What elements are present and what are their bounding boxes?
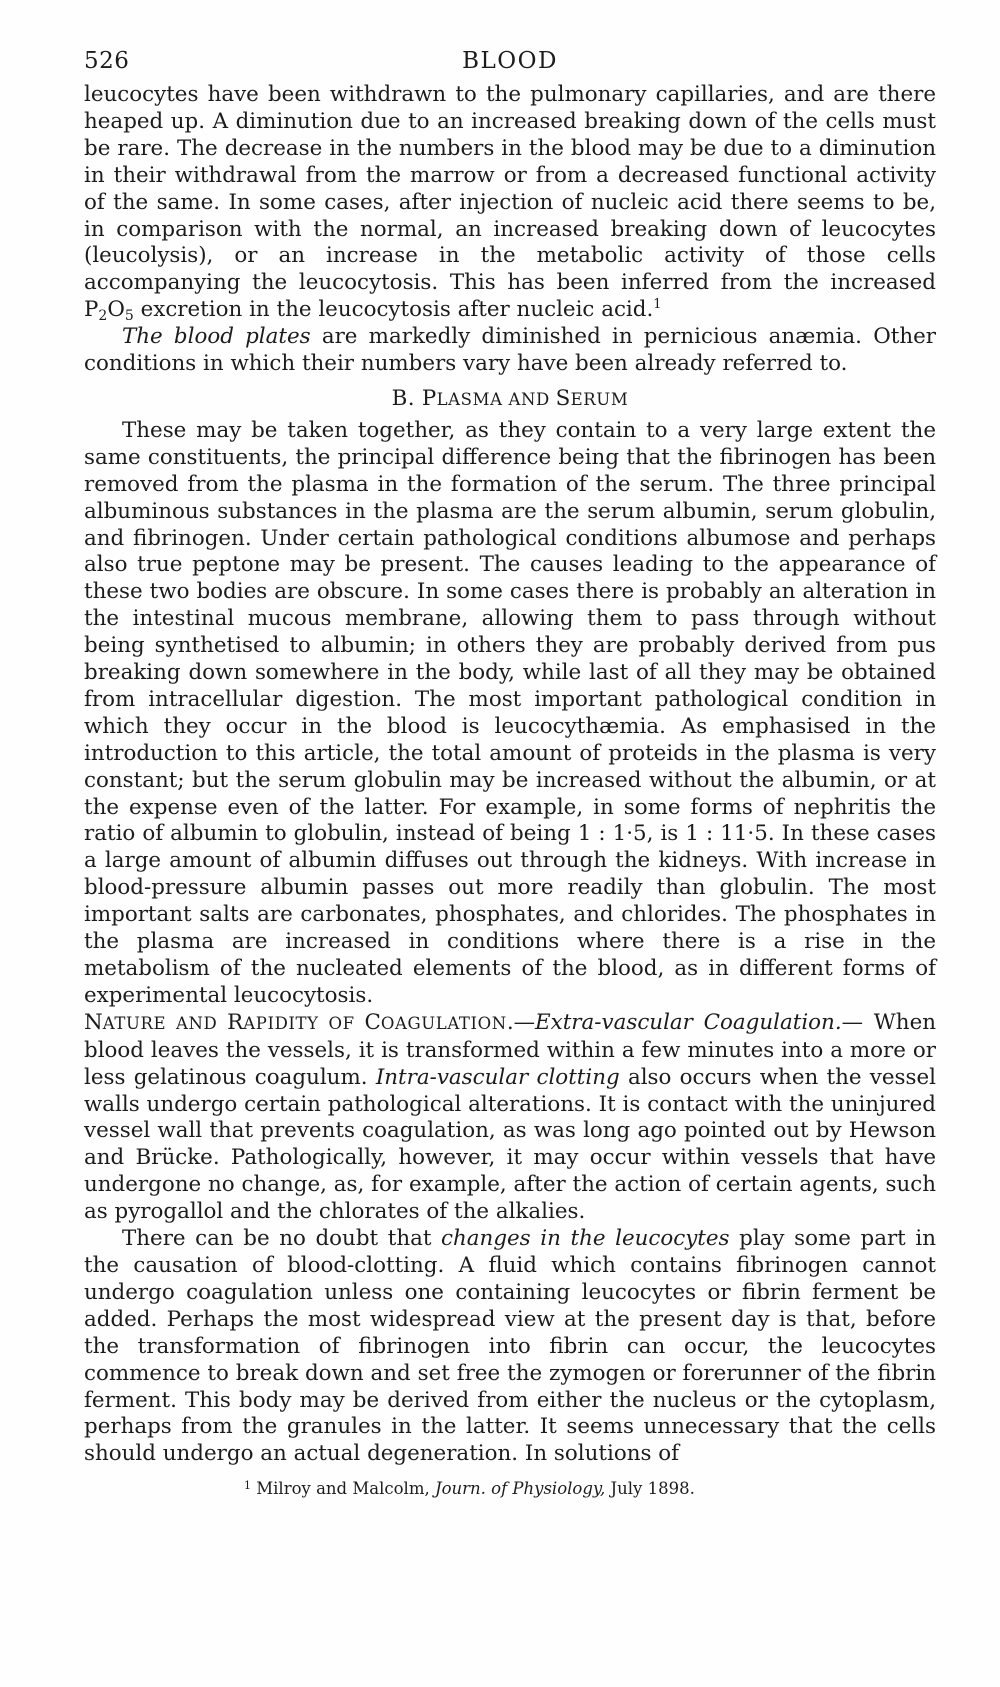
paragraph-coagulation: NATURE AND RAPIDITY OF COAGULATION.—Extra-vascular Coagulation.— When blood leaves the vessels, it is transformed within a few minutes into a more or less gelatinous coagulum. Intra-vascular clotting also occurs when the vessel walls undergo certain pathological alterations. It is contact with the uninjured vessel wall that prevents coagulation, as was long ago pointed out by Hewson and Brücke. Pathologically, however, it may occur within vessels that have undergone no change, as, for example, after the action of certain agents, such as pyrogallol and the chlorates of the alkalies. (84, 1009, 937, 1225)
page (84, 38, 936, 1500)
section-heading: B. PLASMA AND SERUM (391, 385, 629, 411)
paragraph-leucocyte-changes: There can be no doubt that changes in the leucocytes play some part in the causation of blood-clotting. A fluid which contains fibrinogen cannot undergo coagulation unless one containing leucocytes or fibrin ferment be added. Perhaps the most widespread view at the present day is that, before the transformation of fibrinogen into fibrin can occur, the leucocytes commence to break down and set free the zymogen or forerunner of the fibrin ferment. This body may be derived from either the nucleus or the cytoplasm, perhaps from the granules in the latter. It seems unnecessary that the cells should undergo an actual degeneration. In solutions of (84, 1226, 936, 1467)
footnote-reference: 1 (653, 297, 662, 313)
running-head: BLOOD (462, 48, 558, 74)
paragraph-blood-plates: The blood plates are markedly diminished in pernicious anæmia. Other conditions in which their numbers vary have been already referred to. (84, 324, 936, 377)
footnote: $^1$ Milroy and Malcolm, Journ. of Physiology, July 1898. (244, 1479, 695, 1499)
paragraph-leucocyte-decrease: leucocytes have been withdrawn to the pulmonary capillaries, and are there heaped up. A diminution due to an increased breaking down of the cells must be rare. The decrease in the numbers in the blood may be due to a diminution in their withdrawal from the marrow or from a decreased functional activity of the same. In some cases, after injection of nucleic acid there seems to be, in comparison with the normal, an increased breaking down of leucocytes (leucolysis), or an increase in the metabolic activity of those cells accompanying the leucocytosis. This has been inferred from the increased $P_2O_5$ excretion in the leucocytosis after nucleic acid.$^1$ (84, 82, 936, 325)
page-header (84, 38, 936, 82)
paragraph-plasma-serum: These may be taken together, as they contain to a very large extent the same constituents, the principal difference being that the fibrinogen has been removed from the plasma in the formation of the serum. The three principal albuminous substances in the plasma are the serum albumin, serum globulin, and fibrinogen. Under certain pathological conditions albumose and perhaps also true peptone may be present. The causes leading to the appearance of these two bodies are obscure. In some cases there is probably an alteration in the intestinal mucous membrane, allowing them to pass through without being synthetised to albumin; in others they are probably derived from pus breaking down somewhere in the body, while last of all they may be obtained from intracellular digestion. The most important pathological condition in which they occur in the blood is leucocythæmia. As emphasised in the introduction to this article, the total amount of proteids in the plasma is very constant; but the serum globulin may be increased without the albumin, or at the expense even of the latter. For example, in some forms of nephritis the ratio of albumin to globulin, instead of being 1 : 1·5, is 1 : 11·5. In these cases a large amount of albumin diffuses out through the kidneys. With increase in blood-pressure albumin passes out more readily than globulin. The most important salts are carbonates, phosphates, and chlorides. The phosphates in the plasma are increased in conditions where there is a rise in the metabolism of the nucleated elements of the blood, as in different forms of experimental leucocytosis. (84, 417, 936, 1008)
body-text (84, 82, 936, 1468)
footnote-marker: 1 (244, 1479, 251, 1493)
page-number: 526 (84, 48, 130, 74)
